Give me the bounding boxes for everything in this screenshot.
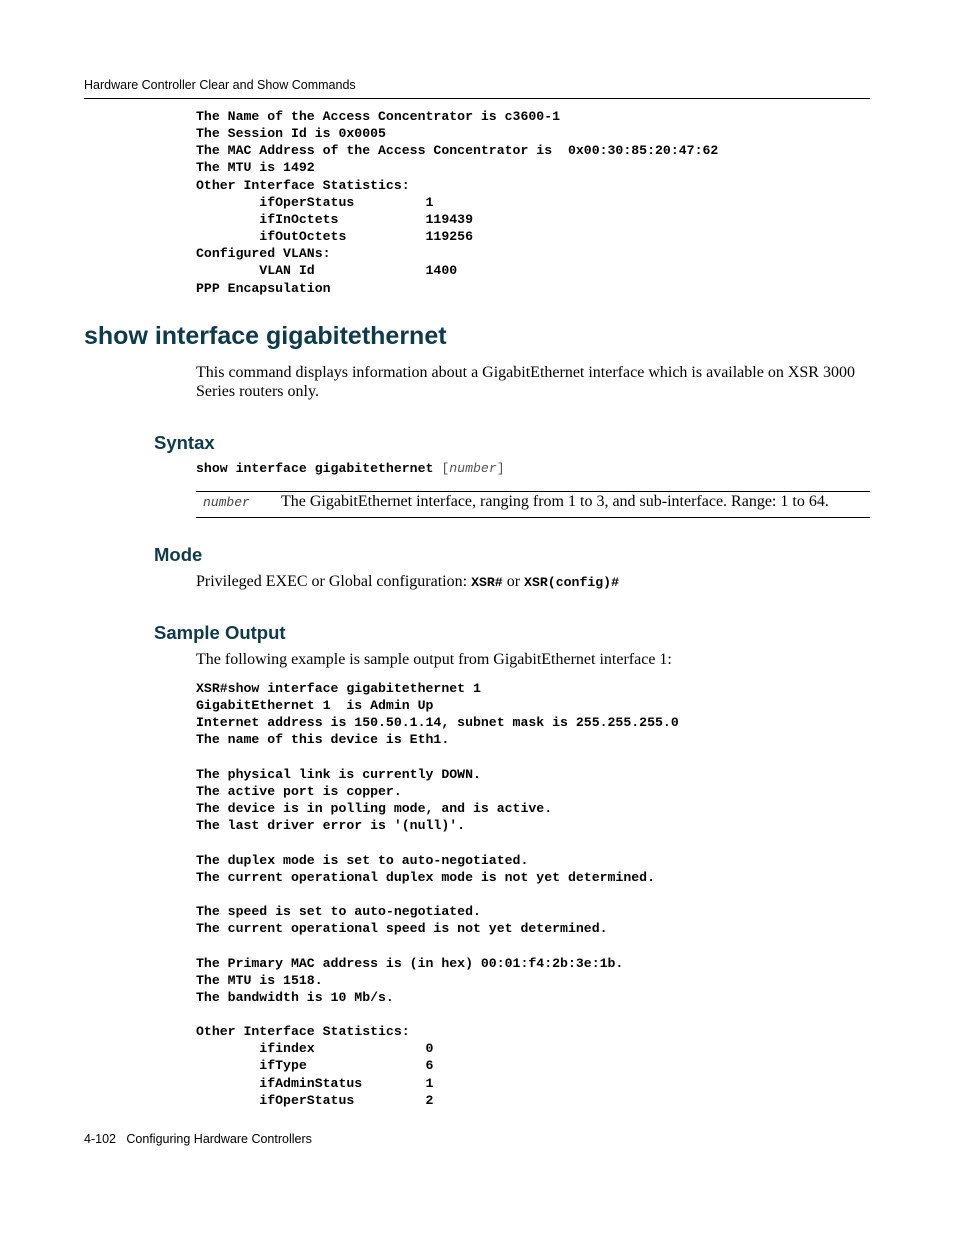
syntax-heading: Syntax	[154, 432, 215, 453]
code-line: PPP Encapsulation	[196, 280, 331, 296]
param-name: number	[203, 495, 250, 510]
code-line: The Primary MAC address is (in hex) 00:01:f4:2b:3e:1b.	[196, 955, 624, 971]
syntax-statement	[196, 461, 505, 476]
code-line: ifAdminStatus 1	[196, 1075, 434, 1091]
code-line: The last driver error is '(null)'.	[196, 818, 466, 834]
param-description: The GigabitEthernet interface, ranging from 1 to 3, and sub-interface. Range: 1 to 64.	[281, 493, 829, 510]
code-line: The Session Id is 0x0005	[196, 126, 386, 142]
code-line: ifInOctets 119439	[196, 211, 473, 227]
code-line: XSR#show interface gigabitethernet 1	[196, 681, 481, 696]
code-line: GigabitEthernet 1 is Admin Up	[196, 698, 434, 714]
previous-output-code-block	[196, 108, 718, 297]
sample-output-code-block	[196, 680, 679, 1109]
code-line: The current operational speed is not yet determined.	[196, 921, 608, 937]
sample-output-intro: The following example is sample output from GigabitEthernet interface 1:	[196, 651, 672, 668]
code-line: The physical link is currently DOWN.	[196, 766, 481, 782]
parameter-table	[196, 491, 870, 518]
code-line: Internet address is 150.50.1.14, subnet mask is 255.255.255.0	[196, 715, 679, 731]
code-line: The MTU is 1492	[196, 160, 315, 176]
code-line: VLAN Id 1400	[196, 263, 458, 279]
code-line: The device is in polling mode, and is active.	[196, 801, 553, 817]
sample-output-heading: Sample Output	[154, 622, 286, 643]
code-line: The MTU is 1518.	[196, 972, 323, 988]
code-line: ifindex 0	[196, 1041, 434, 1057]
code-line: The duplex mode is set to auto-negotiated.	[196, 852, 529, 868]
code-line: The speed is set to auto-negotiated.	[196, 904, 481, 920]
code-line: ifOperStatus 2	[196, 1092, 434, 1108]
code-line: ifOperStatus 1	[196, 194, 434, 210]
command-title: show interface gigabitethernet	[84, 322, 447, 350]
running-header: Hardware Controller Clear and Show Commands	[84, 78, 356, 92]
code-line: Configured VLANs:	[196, 246, 331, 262]
code-line: The name of this device is Eth1.	[196, 732, 450, 748]
code-line: The bandwidth is 10 Mb/s.	[196, 989, 394, 1005]
prompt-exec: XSR#	[471, 575, 503, 590]
code-line: ifOutOctets 119256	[196, 229, 473, 245]
syntax-command: show interface gigabitethernet	[196, 461, 434, 476]
code-line: The Name of the Access Concentrator is c3600-1	[196, 109, 561, 124]
mode-text: Privileged EXEC or Global configuration: XSR# or XSR(config)#	[196, 573, 620, 590]
syntax-optional-param: [number]	[441, 461, 505, 476]
page-footer: 4-102 Configuring Hardware Controllers	[84, 1132, 312, 1146]
mode-heading: Mode	[154, 544, 203, 565]
code-line: The active port is copper.	[196, 783, 402, 799]
header-divider	[84, 98, 870, 99]
code-line: ifType 6	[196, 1058, 434, 1074]
code-line: The current operational duplex mode is not yet determined.	[196, 869, 655, 885]
code-line: Other Interface Statistics:	[196, 177, 410, 193]
command-description: This command displays information about a GigabitEthernet interface which is available on XSR 3000 Series routers only.	[196, 364, 855, 400]
code-line: The MAC Address of the Access Concentrator is 0x00:30:85:20:47:62	[196, 143, 719, 159]
code-line: Other Interface Statistics:	[196, 1024, 410, 1040]
prompt-config: XSR(config)#	[524, 575, 620, 590]
